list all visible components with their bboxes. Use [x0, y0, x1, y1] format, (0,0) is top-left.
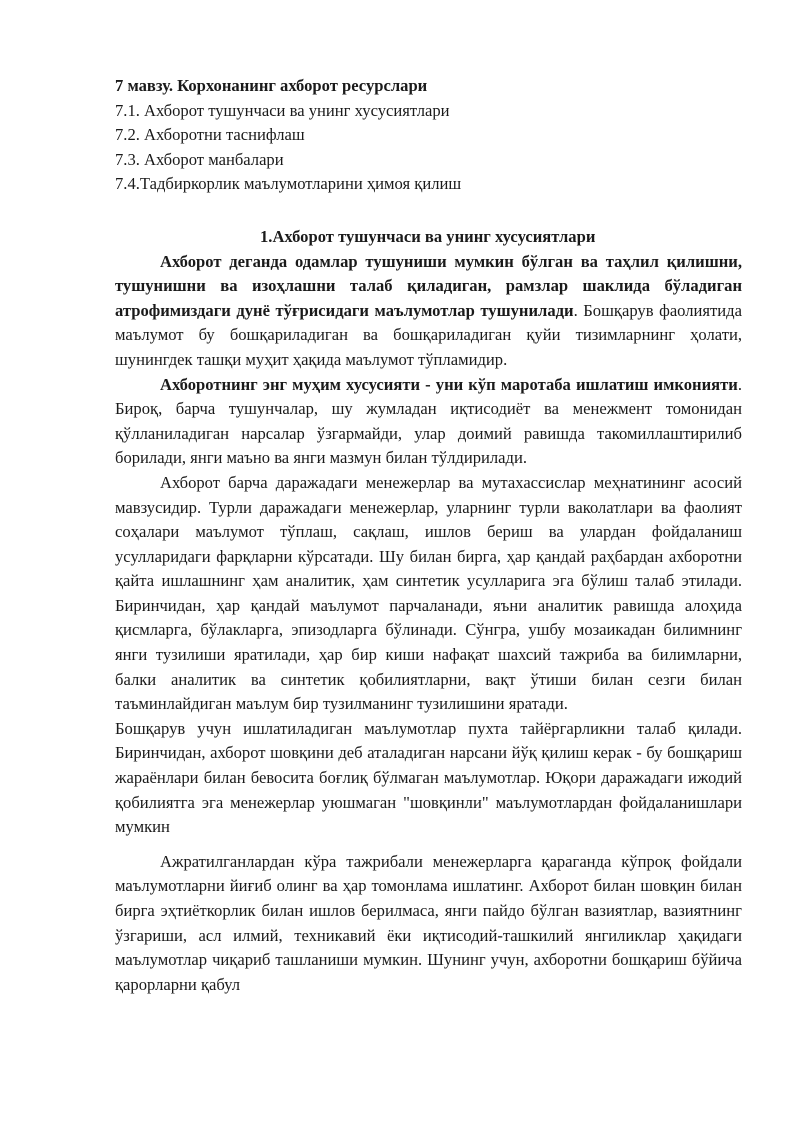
section-heading: 1.Ахборот тушунчаси ва унинг хусусиятлари — [260, 226, 596, 246]
document-page — [115, 74, 742, 997]
paragraph-property — [115, 373, 742, 471]
definition-bold-text: Ахборот деганда одамлар тушуниши мумкин бўлган ва таҳлил қилишни, тушунишни ва изоҳлашни талаб қиладиган, рамзлар шаклида бўладиган атрофимиздаги дунё тўғрисидаги маълумотлар тушунилади — [115, 251, 742, 320]
toc-item: 7.2. Ахборотни таснифлаш — [115, 125, 305, 145]
property-bold-text: Ахборотнинг энг муҳим хусусияти - уни кўп маротаба ишлатиш имконияти — [160, 374, 738, 394]
toc-item: 7.1. Ахборот тушунчаси ва унинг хусусиятлари — [115, 100, 450, 120]
definition-text: . Бошқарув фаолиятида маълумот бу бошқариладиган ва бошқариладиган қуйи тизимларнинг ҳолати, шунингдек ташқи муҳит ҳақида маълумот тўпламидир. — [115, 300, 742, 369]
paragraph-management-data: Бошқарув учун ишлатиладиган маълумотлар пухта тайёргарликни талаб қилади. Биринчидан, ахборот шовқини деб аталадиган нарсани йўқ қилиш керак - бу бошқариш жараёнлари билан бевосита боғлиқ бўлмаган маълумотлар. Юқори даражадаги ижодий қобилиятга эга менежерлар уюшмаган "шовқинли" маълумотлардан фойдаланишлари мумкин — [115, 718, 742, 837]
topic-title: 7 мавзу. Корхонанинг ахборот ресурслари — [115, 76, 428, 95]
paragraph-noise: Ажратилганлардан кўра тажрибали менежерларга қараганда кўпроқ фойдали маълумотларни йиғиб олинг ва ҳар томонлама ишлатинг. Ахборот билан шовқин билан бирга эҳтиёткорлик билан ишлов берилмаса, янги пайдо бўлган вазиятлар, вазиятнинг ўзгариши, асл илмий, техникавий ёки иқтисодий-ташкилий янгиликлар ҳақидаги маълумотлар чиқариб ташланиши мумкин. Шунинг учун, ахборотни бошқариш бўйича қарорларни қабул — [115, 851, 742, 994]
paragraph-managers: Ахборот барча даражадаги менежерлар ва мутахассислар меҳнатининг асосий мавзусидир. Турли даражадаги менежерлар, уларнинг турли ваколатлари ва фаолият соҳалари маълумот тўплаш, сақлаш, ишлов бериш ва улардан фойдаланиш усулларидаги фарқларни кўрсатади. Шу билан бирга, ҳар қандай раҳбардан ахборотни қайта ишлашнинг ҳам аналитик, ҳам синтетик усулларига эга бўлиш талаб этилади. Биринчидан, ҳар қандай маълумот парчаланади, яъни аналитик равишда алоҳида қисмларга, бўлакларга, эпизодларга бўлинади. Сўнгра, ушбу мозаикадан билимнинг янги тузилиши яратилади, ҳар бир киши нафақат шахсий тажриба ва билимларни, балки аналитик ва синтетик қобилиятларни, вақт ўтиши билан сезги билан таъминлайдиган маълум бир тузилманинг тузилишини яратади. — [115, 472, 742, 714]
property-text: . Бироқ, барча тушунчалар, шу жумладан иқтисодиёт ва менежмент томонидан қўлланиладиган нарсалар ўзгармайди, улар доимий равишда такомиллаштирилиб борилади, янги маъно ва янги мазмун билан тўлдирилади. — [115, 374, 742, 468]
toc-item: 7.3. Ахборот манбалари — [115, 149, 284, 169]
toc-item: 7.4.Тадбиркорлик маълумотларини ҳимоя қилиш — [115, 174, 462, 194]
paragraph-definition — [115, 250, 742, 373]
